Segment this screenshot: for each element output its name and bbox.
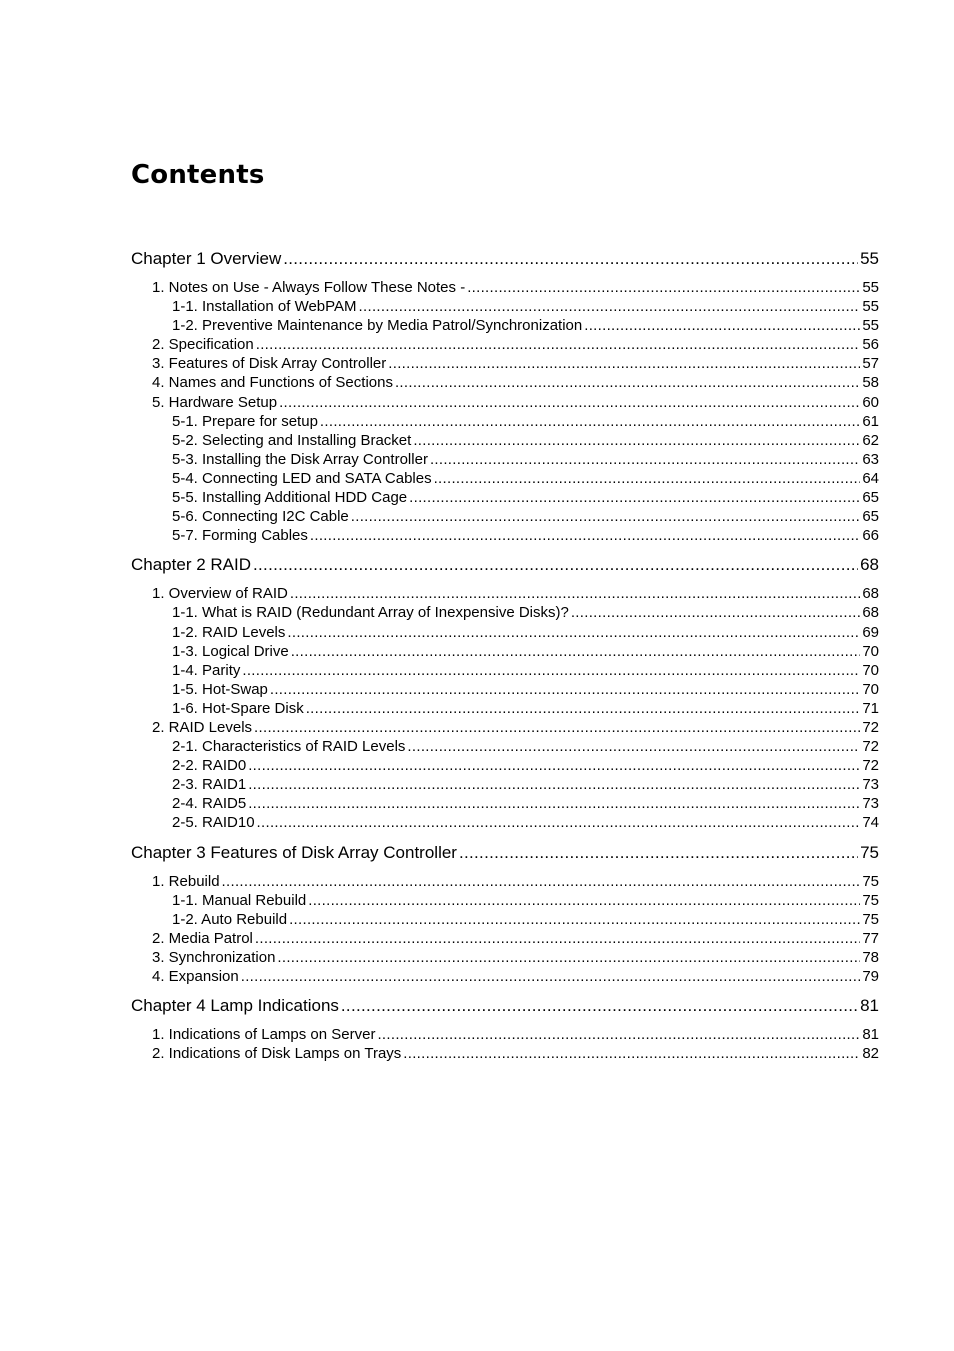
dot-leader: [584, 316, 860, 335]
toc-entry[interactable]: [131, 813, 879, 832]
toc-page-number: 55: [862, 298, 879, 316]
toc-label: 1. Rebuild: [152, 872, 220, 890]
toc-label: 2. Indications of Disk Lamps on Trays: [152, 1045, 402, 1063]
dot-leader: [388, 354, 860, 373]
dot-leader: [403, 1044, 860, 1063]
dot-leader: [459, 841, 858, 865]
toc-label: 4. Names and Functions of Sections: [152, 374, 393, 392]
toc-label: Chapter 3 Features of Disk Array Controller: [131, 842, 457, 862]
toc-label: 5-7. Forming Cables: [172, 527, 308, 545]
toc-label: 1. Overview of RAID: [152, 585, 288, 603]
dot-leader: [257, 813, 861, 832]
toc-label: 5. Hardware Setup: [152, 393, 278, 411]
toc-page-number: 70: [862, 642, 879, 660]
toc-page-number: 72: [862, 738, 879, 756]
toc-page-number: 68: [860, 555, 879, 575]
toc-label: 5-1. Prepare for setup: [172, 412, 318, 430]
toc-page-number: 71: [862, 699, 879, 717]
toc-page-number: 56: [862, 336, 879, 354]
toc-page-number: 63: [862, 450, 879, 468]
toc-page-number: 57: [862, 355, 879, 373]
toc-page-number: 55: [860, 249, 879, 268]
dot-leader: [283, 247, 858, 271]
toc-entry[interactable]: [131, 891, 879, 910]
table-of-contents: [131, 247, 879, 1071]
toc-entry[interactable]: [131, 910, 879, 929]
dot-leader: [434, 469, 861, 488]
toc-label: 2. Specification: [152, 336, 254, 354]
toc-entry[interactable]: [131, 603, 879, 622]
toc-entry[interactable]: [131, 756, 879, 775]
toc-page-number: 61: [862, 412, 879, 430]
toc-entry[interactable]: [131, 737, 879, 756]
dot-leader: [277, 948, 860, 967]
toc-page-number: 75: [862, 891, 879, 909]
toc-page-number: 69: [862, 623, 879, 641]
dot-leader: [467, 278, 860, 297]
toc-entry[interactable]: [131, 680, 879, 699]
toc-page-number: 55: [862, 317, 879, 335]
toc-section-list: [131, 584, 879, 832]
toc-label: 3. Features of Disk Array Controller: [152, 355, 387, 373]
toc-chapter[interactable]: [131, 247, 879, 271]
toc-label: 1-1. Manual Rebuild: [172, 891, 307, 909]
toc-entry[interactable]: [131, 469, 879, 488]
toc-label: 2-3. RAID1: [172, 776, 247, 794]
dot-leader: [242, 661, 860, 680]
toc-label: 1-5. Hot-Swap: [172, 680, 268, 698]
dot-leader: [430, 450, 860, 469]
dot-leader: [248, 775, 860, 794]
toc-entry[interactable]: [131, 450, 879, 469]
dot-leader: [407, 737, 860, 756]
dot-leader: [287, 623, 860, 642]
toc-page-number: 62: [862, 431, 879, 449]
toc-label: 5-3. Installing the Disk Array Controller: [172, 450, 428, 468]
toc-label: 1-1. What is RAID (Redundant Array of Inexpensive Disks)?: [172, 604, 569, 622]
toc-entry[interactable]: [131, 1025, 879, 1044]
toc-entry[interactable]: [131, 393, 879, 412]
toc-label: 1-4. Parity: [172, 661, 241, 679]
dot-leader: [255, 929, 860, 948]
dot-leader: [310, 526, 860, 545]
dot-leader: [351, 507, 861, 526]
dot-leader: [306, 699, 861, 718]
toc-label: 4. Expansion: [152, 968, 239, 985]
toc-label: 1-2. RAID Levels: [172, 623, 286, 641]
toc-section-list: [131, 1025, 879, 1063]
page-title: Contents: [131, 160, 265, 190]
dot-leader: [222, 872, 861, 891]
toc-label: 1-1. Installation of WebPAM: [172, 298, 357, 316]
toc-label: 1-6. Hot-Spare Disk: [172, 699, 304, 717]
toc-entry[interactable]: [131, 775, 879, 794]
toc-label: Chapter 4 Lamp Indications: [131, 996, 339, 1016]
toc-label: Chapter 2 RAID: [131, 555, 251, 575]
dot-leader: [248, 756, 860, 775]
toc-chapter[interactable]: [131, 994, 879, 1018]
toc-entry[interactable]: [131, 948, 879, 967]
toc-page-number: 79: [862, 968, 879, 985]
dot-leader: [409, 488, 860, 507]
toc-label: 2-2. RAID0: [172, 757, 247, 775]
toc-label: 1-2. Preventive Maintenance by Media Patrol/Synchronization: [172, 317, 583, 335]
toc-entry[interactable]: [131, 297, 879, 316]
dot-leader: [320, 412, 860, 431]
toc-label: 5-2. Selecting and Installing Bracket: [172, 431, 412, 449]
toc-chapter[interactable]: [131, 553, 879, 577]
toc-label: 5-5. Installing Additional HDD Cage: [172, 489, 408, 507]
toc-label: 2-5. RAID10: [172, 814, 255, 832]
dot-leader: [308, 891, 860, 910]
toc-entry[interactable]: [131, 661, 879, 680]
toc-page-number: 60: [862, 393, 879, 411]
toc-entry[interactable]: [131, 431, 879, 450]
dot-leader: [341, 994, 858, 1018]
toc-page-number: 74: [862, 814, 879, 832]
toc-page-number: 68: [862, 604, 879, 622]
toc-entry[interactable]: [131, 316, 879, 335]
toc-page-number: 64: [862, 469, 879, 487]
toc-page-number: 78: [862, 948, 879, 966]
toc-entry[interactable]: [131, 354, 879, 373]
toc-page-number: 81: [860, 996, 879, 1016]
toc-entry[interactable]: [131, 335, 879, 354]
toc-section-list: [131, 872, 879, 987]
toc-label: 1-2. Auto Rebuild: [172, 910, 288, 928]
dot-leader: [279, 393, 860, 412]
toc-chapter[interactable]: [131, 841, 879, 865]
toc-entry[interactable]: [131, 373, 879, 392]
toc-page-number: 77: [862, 929, 879, 947]
dot-leader: [256, 335, 861, 354]
toc-page-number: 82: [862, 1045, 879, 1063]
toc-page-number: 72: [862, 757, 879, 775]
toc-page-number: 72: [862, 718, 879, 736]
dot-leader: [289, 910, 860, 929]
toc-entry[interactable]: [131, 584, 879, 603]
dot-leader: [377, 1025, 860, 1044]
toc-entry[interactable]: [131, 507, 879, 526]
dot-leader: [253, 553, 858, 577]
toc-entry[interactable]: [131, 929, 879, 948]
toc-entry[interactable]: [131, 718, 879, 737]
toc-label: 2. RAID Levels: [152, 718, 253, 736]
toc-entry[interactable]: [131, 967, 879, 986]
toc-page-number: 66: [862, 527, 879, 545]
toc-label: 2-4. RAID5: [172, 795, 247, 813]
toc-page-number: 70: [862, 680, 879, 698]
toc-page-number: 68: [862, 585, 879, 603]
dot-leader: [254, 718, 860, 737]
dot-leader: [291, 642, 861, 661]
dot-leader: [270, 680, 860, 699]
toc-page-number: 81: [862, 1026, 879, 1044]
toc-entry[interactable]: [131, 872, 879, 891]
toc-entry[interactable]: [131, 526, 879, 545]
toc-entry[interactable]: [131, 278, 879, 297]
toc-page-number: 55: [862, 279, 879, 296]
toc-entry[interactable]: [131, 1044, 879, 1063]
dot-leader: [248, 794, 860, 813]
toc-label: 1. Indications of Lamps on Server: [152, 1026, 376, 1044]
toc-entry[interactable]: [131, 412, 879, 431]
toc-page-number: 70: [862, 661, 879, 679]
toc-label: 5-4. Connecting LED and SATA Cables: [172, 469, 432, 487]
toc-page-number: 75: [862, 872, 879, 890]
toc-label: 3. Synchronization: [152, 948, 276, 966]
dot-leader: [413, 431, 860, 450]
toc-label: 5-6. Connecting I2C Cable: [172, 508, 349, 526]
toc-label: Chapter 1 Overview: [131, 249, 282, 268]
toc-page-number: 65: [862, 508, 879, 526]
toc-page-number: 75: [862, 910, 879, 928]
toc-entry[interactable]: [131, 623, 879, 642]
toc-entry[interactable]: [131, 642, 879, 661]
toc-entry[interactable]: [131, 488, 879, 507]
dot-leader: [290, 584, 860, 603]
toc-label: 1-3. Logical Drive: [172, 642, 289, 660]
dot-leader: [359, 297, 861, 316]
toc-page-number: 65: [862, 489, 879, 507]
dot-leader: [241, 967, 861, 986]
toc-label: 2. Media Patrol: [152, 929, 253, 947]
toc-label: 2-1. Characteristics of RAID Levels: [172, 738, 406, 756]
toc-entry[interactable]: [131, 699, 879, 718]
toc-page-number: 73: [862, 795, 879, 813]
toc-page-number: 58: [862, 374, 879, 392]
dot-leader: [395, 373, 860, 392]
dot-leader: [571, 603, 860, 622]
toc-entry[interactable]: [131, 794, 879, 813]
toc-label: 1. Notes on Use - Always Follow These Notes -: [152, 279, 466, 296]
toc-section-list: [131, 278, 879, 545]
toc-page-number: 75: [860, 842, 879, 862]
toc-page-number: 73: [862, 776, 879, 794]
